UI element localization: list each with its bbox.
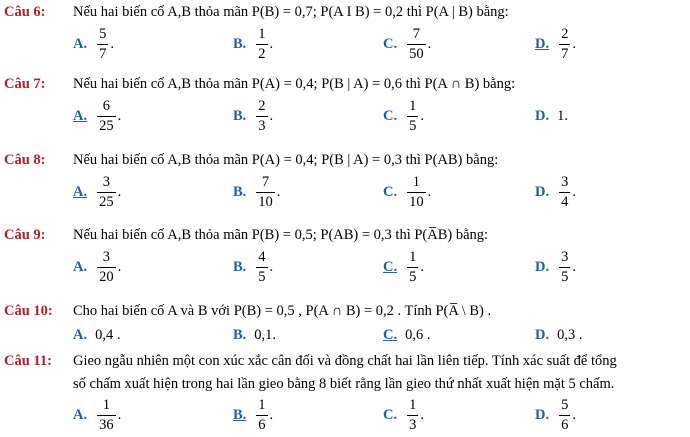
option-label: B.	[233, 35, 247, 52]
option-value: 0,1.	[254, 326, 277, 343]
fraction	[256, 99, 267, 133]
fraction	[97, 398, 116, 432]
option-end: .	[420, 258, 424, 275]
fraction	[256, 398, 267, 432]
question-11	[4, 349, 688, 435]
numerator: 4	[258, 249, 266, 265]
fraction	[407, 175, 426, 209]
fraction	[97, 99, 116, 133]
option-d[interactable]	[535, 323, 582, 347]
numerator: 5	[561, 397, 569, 413]
denominator: 5	[258, 268, 266, 285]
question-text: Gieo ngẫu nhiên một con xúc xắc cân đối và đồng chất hai lần liên tiếp. Tính xác suất để tổng	[73, 353, 617, 369]
question-6	[4, 0, 688, 64]
option-label: A.	[73, 107, 88, 124]
fraction	[407, 250, 418, 284]
option-label: C.	[383, 107, 398, 124]
option-value: 1.	[557, 107, 568, 124]
option-end: .	[572, 258, 576, 275]
option-end: .	[117, 183, 122, 200]
denominator: 25	[99, 117, 114, 134]
numerator: 1	[412, 174, 420, 190]
denominator: 4	[561, 193, 569, 210]
option-end: .	[269, 406, 274, 423]
option-end: .	[572, 183, 576, 200]
option-label: B.	[233, 326, 247, 343]
option-end: .	[427, 35, 432, 52]
option-end: .	[427, 183, 432, 200]
option-label: A.	[73, 258, 88, 275]
option-value: 0,6 .	[405, 326, 431, 343]
answer-options	[4, 247, 688, 287]
numerator: 2	[561, 26, 569, 42]
question-header	[4, 299, 688, 323]
answer-options	[4, 323, 688, 347]
question-text-line-2: số chấm xuất hiện trong hai lần gieo bằng 8 biết rằng lần gieo thứ nhất xuất hiện mặt 5 chấm.	[73, 376, 615, 392]
fraction	[256, 250, 267, 284]
fraction	[256, 27, 267, 61]
option-end: .	[269, 258, 274, 275]
denominator: 3	[258, 117, 266, 134]
option-label: C.	[383, 183, 398, 200]
option-d[interactable]	[535, 24, 576, 64]
option-c[interactable]	[383, 172, 431, 212]
option-end: .	[276, 183, 281, 200]
answer-options	[4, 24, 688, 64]
question-10	[4, 299, 688, 347]
option-c[interactable]	[383, 395, 424, 435]
numerator: 6	[102, 98, 110, 114]
question-text: Cho hai biến cố A và B với P(B) = 0,5 , P(A ∩ B) = 0,2 . Tính P(A̅ \ B) .	[73, 303, 492, 319]
option-label: D.	[535, 406, 550, 423]
question-header	[4, 72, 688, 96]
option-end: .	[117, 406, 122, 423]
option-label: A.	[73, 35, 88, 52]
option-end: .	[572, 35, 576, 52]
denominator: 5	[409, 117, 417, 134]
option-label: B.	[233, 183, 247, 200]
option-b[interactable]	[233, 323, 276, 347]
question-text: Nếu hai biến cố A,B thỏa mãn P(A) = 0,4; P(B | A) = 0,3 thì P(AB) bằng:	[73, 152, 499, 168]
denominator: 36	[99, 416, 114, 433]
denominator: 7	[99, 45, 107, 62]
option-end: .	[117, 107, 122, 124]
option-b[interactable]	[233, 24, 273, 64]
answer-options	[4, 172, 688, 212]
numerator: 7	[261, 174, 270, 190]
numerator: 2	[258, 98, 266, 114]
fraction	[559, 398, 570, 432]
answer-options	[4, 96, 688, 136]
option-end: .	[420, 107, 424, 124]
question-7	[4, 72, 688, 136]
option-b[interactable]	[233, 96, 273, 136]
option-label: B.	[233, 406, 247, 423]
option-label: D.	[535, 258, 550, 275]
denominator: 5	[561, 268, 569, 285]
option-a[interactable]	[73, 96, 121, 136]
denominator: 20	[99, 268, 114, 285]
option-end: .	[269, 35, 274, 52]
fraction	[97, 175, 116, 209]
numerator: 1	[409, 98, 417, 114]
denominator: 6	[258, 416, 266, 433]
option-end: .	[572, 406, 576, 423]
option-value: 0,3 .	[557, 326, 583, 343]
option-end: .	[110, 35, 114, 52]
option-d[interactable]	[535, 172, 576, 212]
numerator: 3	[561, 174, 569, 190]
option-label: A.	[73, 326, 88, 343]
question-number: Câu 11:	[4, 353, 52, 369]
question-header	[4, 223, 688, 247]
option-label: C.	[383, 35, 398, 52]
denominator: 10	[409, 193, 424, 210]
fraction	[407, 398, 418, 432]
denominator: 25	[99, 193, 114, 210]
numerator: 7	[412, 26, 420, 42]
option-label: A.	[73, 406, 88, 423]
fraction	[559, 27, 570, 61]
option-end: .	[420, 406, 424, 423]
question-header	[4, 148, 688, 172]
numerator: 5	[99, 26, 107, 42]
option-b[interactable]	[233, 172, 280, 212]
option-label: C.	[383, 406, 398, 423]
option-label: D.	[535, 107, 550, 124]
numerator: 1	[258, 26, 266, 42]
option-a[interactable]	[73, 323, 120, 347]
fraction	[407, 27, 426, 61]
option-end: .	[269, 107, 274, 124]
option-d[interactable]	[535, 96, 568, 136]
question-number: Câu 9:	[4, 227, 46, 243]
question-number: Câu 7:	[4, 76, 46, 92]
option-a[interactable]	[73, 172, 121, 212]
option-a[interactable]	[73, 395, 121, 435]
numerator: 3	[102, 174, 110, 190]
option-c[interactable]	[383, 247, 424, 287]
fraction	[97, 250, 116, 284]
answer-options	[4, 395, 688, 435]
numerator: 1	[258, 397, 266, 413]
numerator: 1	[409, 249, 417, 265]
question-number: Câu 8:	[4, 152, 46, 168]
option-label: A.	[73, 183, 88, 200]
option-b[interactable]	[233, 247, 273, 287]
option-d[interactable]	[535, 247, 576, 287]
question-9	[4, 223, 688, 287]
denominator: 6	[561, 416, 569, 433]
denominator: 2	[258, 45, 266, 62]
question-8	[4, 148, 688, 212]
option-label: C.	[383, 326, 398, 343]
option-value: 0,4 .	[95, 326, 121, 343]
fraction	[407, 99, 418, 133]
question-number: Câu 6:	[4, 4, 46, 20]
question-header	[4, 0, 688, 24]
question-text: Nếu hai biến cố A,B thỏa mãn P(B) = 0,5; P(AB) = 0,3 thì P(A̅B) bằng:	[73, 227, 489, 243]
option-label: D.	[535, 326, 550, 343]
fraction	[256, 175, 275, 209]
fraction	[97, 27, 108, 61]
numerator: 1	[409, 397, 417, 413]
question-text: Nếu hai biến cố A,B thỏa mãn P(B) = 0,7; P(A I B) = 0,2 thì P(A | B) bằng:	[73, 4, 509, 20]
option-label: D.	[535, 35, 550, 52]
question-header	[4, 349, 688, 373]
option-label: B.	[233, 107, 247, 124]
numerator: 3	[561, 249, 569, 265]
option-d[interactable]	[535, 395, 576, 435]
option-b[interactable]	[233, 395, 273, 435]
option-c[interactable]	[383, 96, 424, 136]
option-a[interactable]	[73, 24, 114, 64]
option-c[interactable]	[383, 323, 430, 347]
fraction	[559, 175, 570, 209]
denominator: 3	[409, 416, 417, 433]
option-a[interactable]	[73, 247, 121, 287]
option-c[interactable]	[383, 24, 431, 64]
numerator: 3	[102, 249, 110, 265]
denominator: 10	[258, 193, 273, 210]
denominator: 50	[409, 45, 424, 62]
denominator: 5	[409, 268, 417, 285]
option-label: D.	[535, 183, 550, 200]
option-label: B.	[233, 258, 247, 275]
fraction	[559, 250, 570, 284]
option-end: .	[117, 258, 122, 275]
question-text: Nếu hai biến cố A,B thỏa mãn P(A) = 0,4; P(B | A) = 0,6 thì P(A ∩ B) bằng:	[73, 76, 516, 92]
denominator: 7	[561, 45, 569, 62]
numerator: 1	[102, 397, 110, 413]
option-label: C.	[383, 258, 398, 275]
question-number: Câu 10:	[4, 303, 53, 319]
